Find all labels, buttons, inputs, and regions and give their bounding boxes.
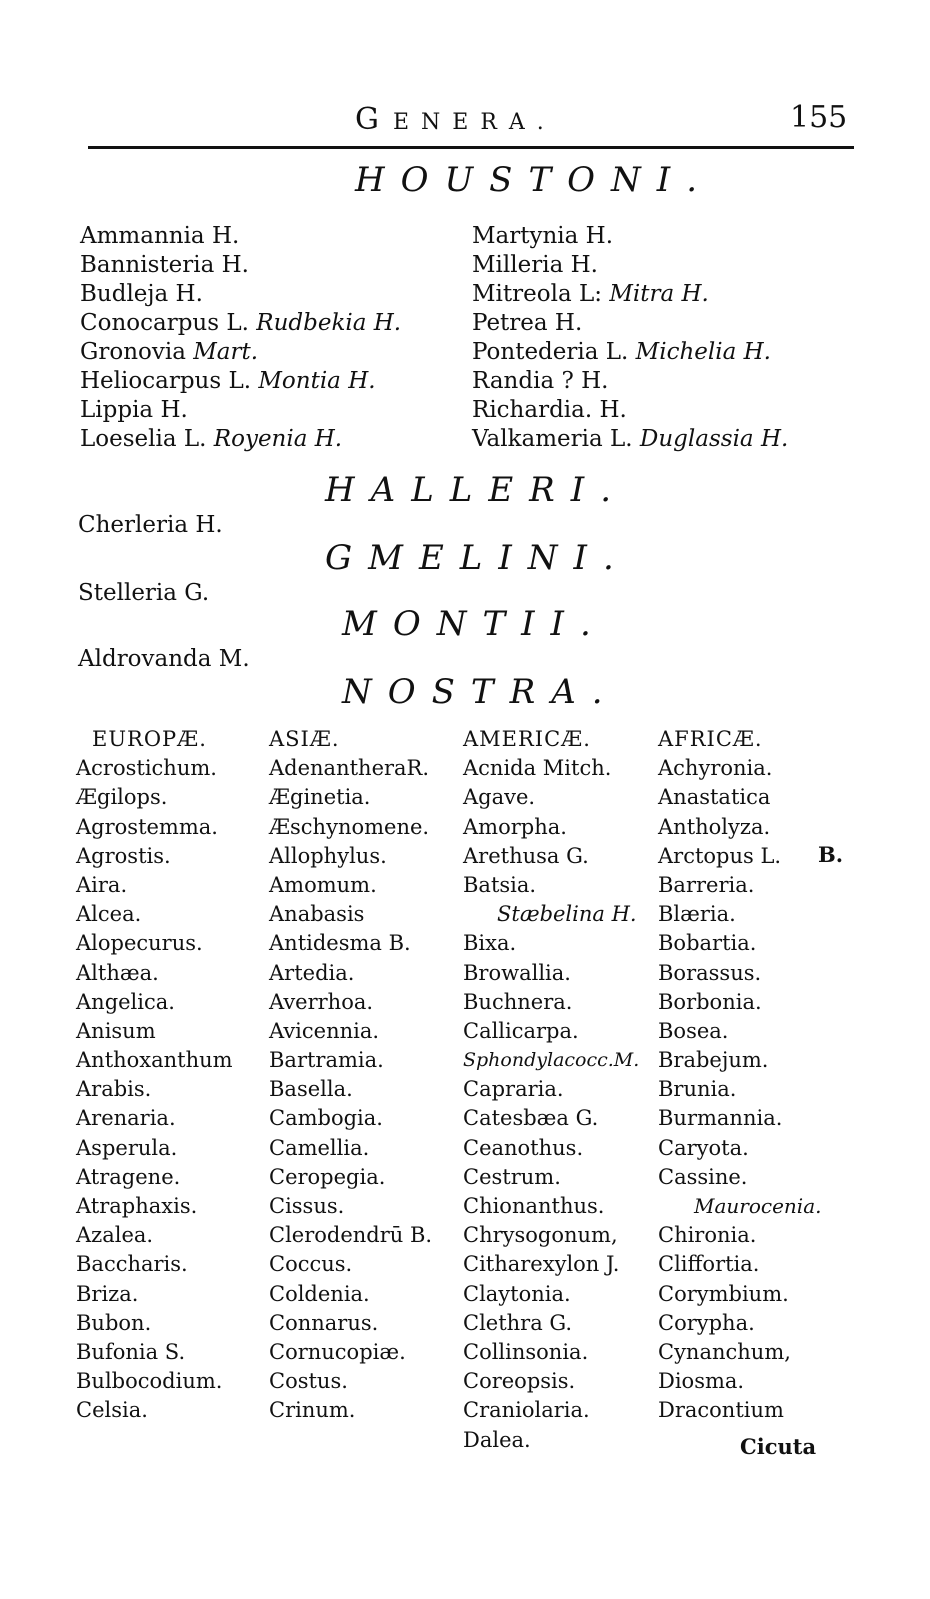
genus-entry: Anisum: [76, 1018, 156, 1043]
genus-entry: Azalea.: [76, 1223, 154, 1248]
running-title-rest: ENERA.: [392, 110, 556, 135]
genus-entry: Bartramia.: [269, 1048, 384, 1073]
genus-entry: Stæbelina H.: [497, 902, 637, 927]
genus-entry: Clethra G.: [463, 1310, 573, 1335]
genus-entry: Loeselia L. Royenia H.: [80, 426, 343, 452]
genus-entry: Chironia.: [658, 1223, 757, 1248]
genus-entry: Catesbæa G.: [463, 1106, 599, 1131]
genus-entry: Camellia.: [269, 1135, 370, 1160]
genus-entry: Arenaria.: [76, 1106, 176, 1131]
genus-entry: Heliocarpus L. Montia H.: [80, 368, 376, 394]
genus-entry: Burmannia.: [658, 1106, 783, 1131]
genus-entry: Capraria.: [463, 1077, 564, 1102]
genus-entry: Arethusa G.: [463, 843, 589, 868]
genus-entry: Agave.: [463, 785, 536, 810]
genus-entry: AdenantheraR.: [269, 756, 430, 781]
genus-entry: Martynia H.: [472, 223, 614, 249]
genus-entry: Budleja H.: [80, 281, 203, 307]
side-mark-b: B.: [818, 842, 844, 867]
genus-entry: Valkameria L. Duglassia H.: [472, 426, 789, 452]
genus-entry: Chionanthus.: [463, 1194, 605, 1218]
page-number: 155: [790, 100, 848, 135]
genus-entry: Citharexylon J.: [463, 1252, 620, 1277]
genus-entry: Corypha.: [658, 1310, 755, 1335]
genus-entry: Althæa.: [76, 960, 159, 985]
section-heading-montii: MONTII.: [342, 604, 607, 644]
genus-entry: Coccus.: [269, 1252, 353, 1277]
genus-entry: Coldenia.: [269, 1281, 370, 1306]
genus-entry: Ægilops.: [76, 785, 168, 810]
genus-entry: Anabasis: [269, 902, 365, 927]
section-heading-gmelini: GMELINI.: [325, 538, 630, 578]
genus-entry: Costus.: [269, 1369, 348, 1394]
genus-entry: Celsia.: [76, 1398, 148, 1423]
genus-entry: Randia ? H.: [472, 368, 609, 394]
genus-entry: Claytonia.: [463, 1281, 571, 1306]
genus-entry: Acnida Mitch.: [463, 756, 612, 781]
genus-entry: Bosea.: [658, 1018, 729, 1043]
genus-entry: Bulbocodium.: [76, 1369, 223, 1394]
genus-entry: Aira.: [76, 872, 128, 897]
genus-entry: Milleria H.: [472, 252, 598, 278]
genus-entry: Clerodendrū B.: [269, 1223, 433, 1248]
genus-entry: Acrostichum.: [76, 756, 217, 781]
genus-entry: Borassus.: [658, 960, 762, 985]
genus-entry: Amorpha.: [463, 814, 567, 839]
genus-entry-gmelini: Stelleria G.: [78, 580, 210, 606]
houstoni-right-column: [472, 222, 788, 454]
houstoni-left-column: [80, 222, 401, 454]
section-heading-nostra: NOSTRA.: [342, 672, 619, 712]
genus-entry: Arctopus L.: [658, 843, 782, 868]
genus-entry: Æginetia.: [269, 785, 371, 810]
genus-entry: Bobartia.: [658, 931, 757, 956]
genus-entry: Bufonia S.: [76, 1339, 186, 1364]
genus-entry: Angelica.: [76, 989, 175, 1014]
genus-entry: Cliffortia.: [658, 1252, 760, 1277]
genus-entry: Corymbium.: [658, 1281, 789, 1306]
genus-entry: Allophylus.: [269, 843, 387, 868]
genus-entry: Atraphaxis.: [76, 1194, 198, 1218]
section-heading-houstoni: HOUSTONI.: [355, 160, 714, 200]
genus-entry: Agrostemma.: [76, 814, 218, 839]
genus-entry: Blæria.: [658, 902, 736, 927]
column-africae: [658, 725, 821, 1426]
genus-entry: Collinsonia.: [463, 1339, 589, 1364]
column-heading: AFRICÆ.: [658, 727, 763, 751]
genus-entry: Arabis.: [76, 1077, 152, 1102]
genus-entry: Cestrum.: [463, 1164, 561, 1189]
genus-entry: Amomum.: [269, 872, 377, 897]
genus-entry: Ceanothus.: [463, 1135, 584, 1160]
genus-entry: Avicennia.: [269, 1018, 380, 1043]
genus-entry: Brabejum.: [658, 1048, 769, 1073]
genus-entry: Conocarpus L. Rudbekia H.: [80, 310, 402, 336]
genus-entry: Dracontium: [658, 1398, 784, 1423]
genus-entry: Cassine.: [658, 1164, 748, 1189]
genus-entry: Cissus.: [269, 1194, 345, 1218]
genus-entry: Barreria.: [658, 872, 755, 897]
section-heading-halleri: HALLERI.: [325, 470, 628, 510]
genus-entry: Æschynomene.: [269, 814, 430, 839]
genus-entry: Petrea H.: [472, 310, 583, 336]
genus-entry-halleri: Cherleria H.: [78, 512, 223, 538]
genus-entry: Cynanchum,: [658, 1339, 791, 1364]
genus-entry: Brunia.: [658, 1077, 737, 1102]
genus-entry: Caryota.: [658, 1135, 749, 1160]
genus-entry: Dalea.: [463, 1427, 531, 1452]
genus-entry: Coreopsis.: [463, 1369, 576, 1394]
genus-entry: Asperula.: [76, 1135, 178, 1160]
header-rule: [88, 146, 854, 149]
column-americae: [463, 725, 639, 1455]
genus-entry: Batsia.: [463, 872, 537, 897]
genus-entry: Anastatica: [658, 785, 771, 810]
genus-entry: Browallia.: [463, 960, 571, 985]
genus-entry: Ammannia H.: [80, 223, 240, 249]
genus-entry: Bannisteria H.: [80, 252, 249, 278]
column-asiae: [269, 725, 432, 1426]
genus-entry: Atragene.: [76, 1164, 181, 1189]
genus-entry: Maurocenia.: [694, 1194, 822, 1218]
genus-entry: Agrostis.: [76, 843, 171, 868]
genus-entry: Bubon.: [76, 1310, 152, 1335]
genus-entry: Richardia. H.: [472, 397, 627, 423]
genus-entry: Artedia.: [269, 960, 355, 985]
genus-entry: Cambogia.: [269, 1106, 383, 1131]
genus-entry: Craniolaria.: [463, 1398, 590, 1423]
genus-entry: Borbonia.: [658, 989, 762, 1014]
genus-entry: Ceropegia.: [269, 1164, 386, 1189]
genus-entry: Alcea.: [76, 902, 142, 927]
genus-entry: Sphondylacocc.M.: [463, 1049, 640, 1072]
genus-entry: Chrysogonum,: [463, 1223, 618, 1248]
genus-entry: Briza.: [76, 1281, 139, 1306]
genus-entry: Lippia H.: [80, 397, 188, 423]
genus-entry: Anthoxanthum: [76, 1048, 233, 1073]
genus-entry: Connarus.: [269, 1310, 379, 1335]
genus-entry: Antidesma B.: [269, 931, 411, 956]
genus-entry: Baccharis.: [76, 1252, 188, 1277]
genus-entry: Buchnera.: [463, 989, 573, 1014]
genus-entry: Achyronia.: [658, 756, 773, 781]
column-heading: AMERICÆ.: [463, 727, 591, 751]
catchword-cicuta: Cicuta: [740, 1434, 817, 1459]
column-heading: ASIÆ.: [269, 727, 340, 751]
genus-entry: Averrhoa.: [269, 989, 374, 1014]
genus-entry: Pontederia L. Michelia H.: [472, 339, 771, 365]
genus-entry: Alopecurus.: [76, 931, 203, 956]
genus-entry: Callicarpa.: [463, 1018, 579, 1043]
running-title-initial: G: [355, 102, 393, 137]
genus-entry-montii: Aldrovanda M.: [78, 646, 250, 672]
column-europae: [76, 725, 233, 1426]
running-title: [355, 102, 556, 137]
genus-entry: Basella.: [269, 1077, 353, 1102]
genus-entry: Mitreola L: Mitra H.: [472, 281, 709, 307]
genus-entry: Antholyza.: [658, 814, 771, 839]
column-heading: EUROPÆ.: [92, 727, 207, 751]
genus-entry: Diosma.: [658, 1369, 745, 1394]
genus-entry: Gronovia Mart.: [80, 339, 259, 365]
genus-entry: Bixa.: [463, 931, 517, 956]
genus-entry: Crinum.: [269, 1398, 356, 1423]
genus-entry: Cornucopiæ.: [269, 1339, 406, 1364]
